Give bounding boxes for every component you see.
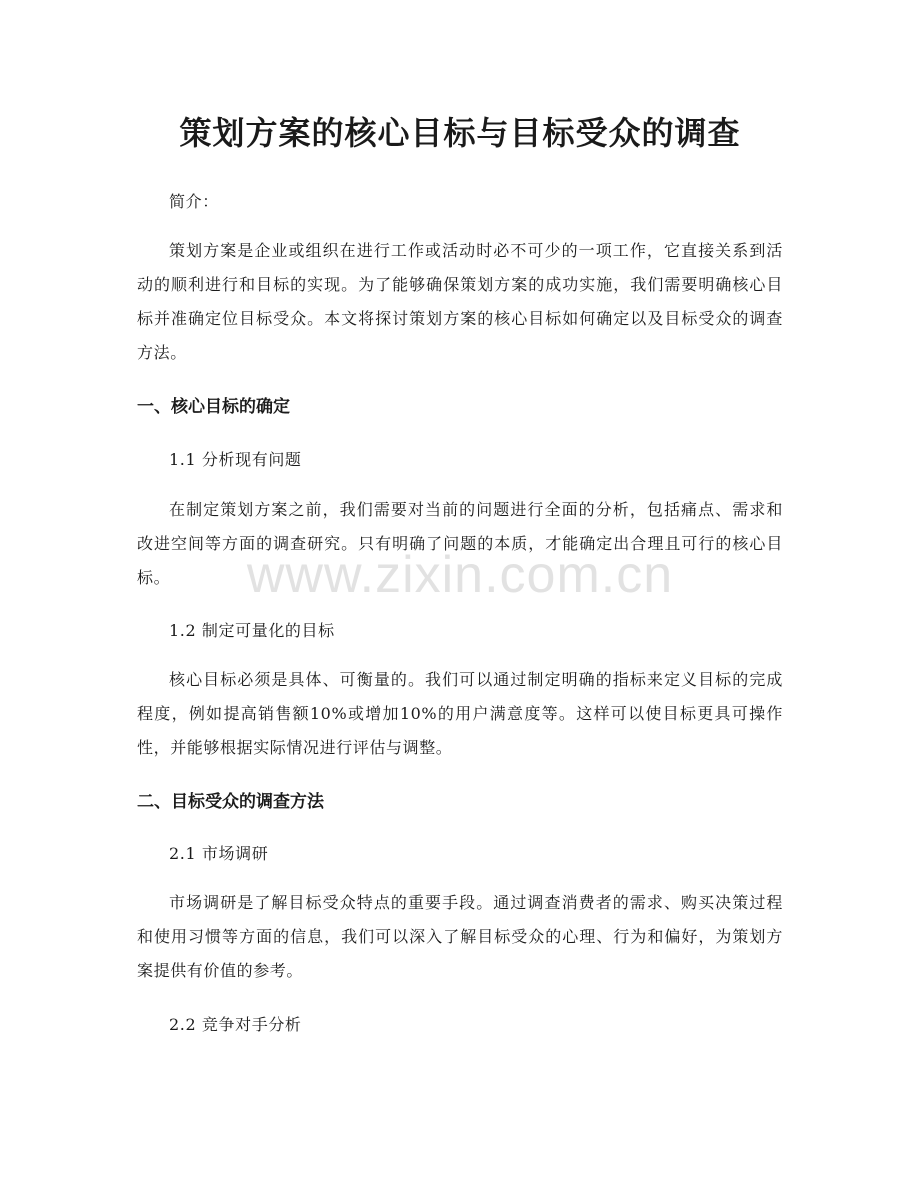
section-1-1-paragraph: 在制定策划方案之前，我们需要对当前的问题进行全面的分析，包括痛点、需求和改进空间等方面的调查研究。只有明确了问题的本质，才能确定出合理且可行的核心目标。: [137, 500, 783, 587]
intro-label: 简介：: [169, 192, 219, 211]
section-1-2-title: 1.2 制定可量化的目标: [169, 621, 335, 640]
section-2-2-title: 2.2 竞争对手分析: [169, 1015, 302, 1034]
watermark: www.zixin.com.cn: [246, 546, 674, 604]
section-2-1-paragraph: 市场调研是了解目标受众特点的重要手段。通过调查消费者的需求、购买决策过程和使用习惯等方面的信息，我们可以深入了解目标受众的心理、行为和偏好，为策划方案提供有价值的参考。: [137, 893, 783, 980]
section-1-2-paragraph: 核心目标必须是具体、可衡量的。我们可以通过制定明确的指标来定义目标的完成程度，例如提高销售额10%或增加10%的用户满意度等。这样可以使目标更具可操作性，并能够根据实际情况进行评估与调整。: [137, 670, 783, 757]
intro-paragraph: 策划方案是企业或组织在进行工作或活动时必不可少的一项工作，它直接关系到活动的顺利进行和目标的实现。为了能够确保策划方案的成功实施，我们需要明确核心目标并准确定位目标受众。本文将探讨策划方案的核心目标如何确定以及目标受众的调查方法。: [137, 241, 783, 362]
document-title: 策划方案的核心目标与目标受众的调查: [179, 114, 741, 152]
section-2-heading: 二、目标受众的调查方法: [137, 792, 324, 812]
section-1-heading: 一、核心目标的确定: [137, 397, 290, 417]
section-1-1-title: 1.1 分析现有问题: [169, 450, 302, 469]
section-2-1-title: 2.1 市场调研: [169, 844, 269, 863]
